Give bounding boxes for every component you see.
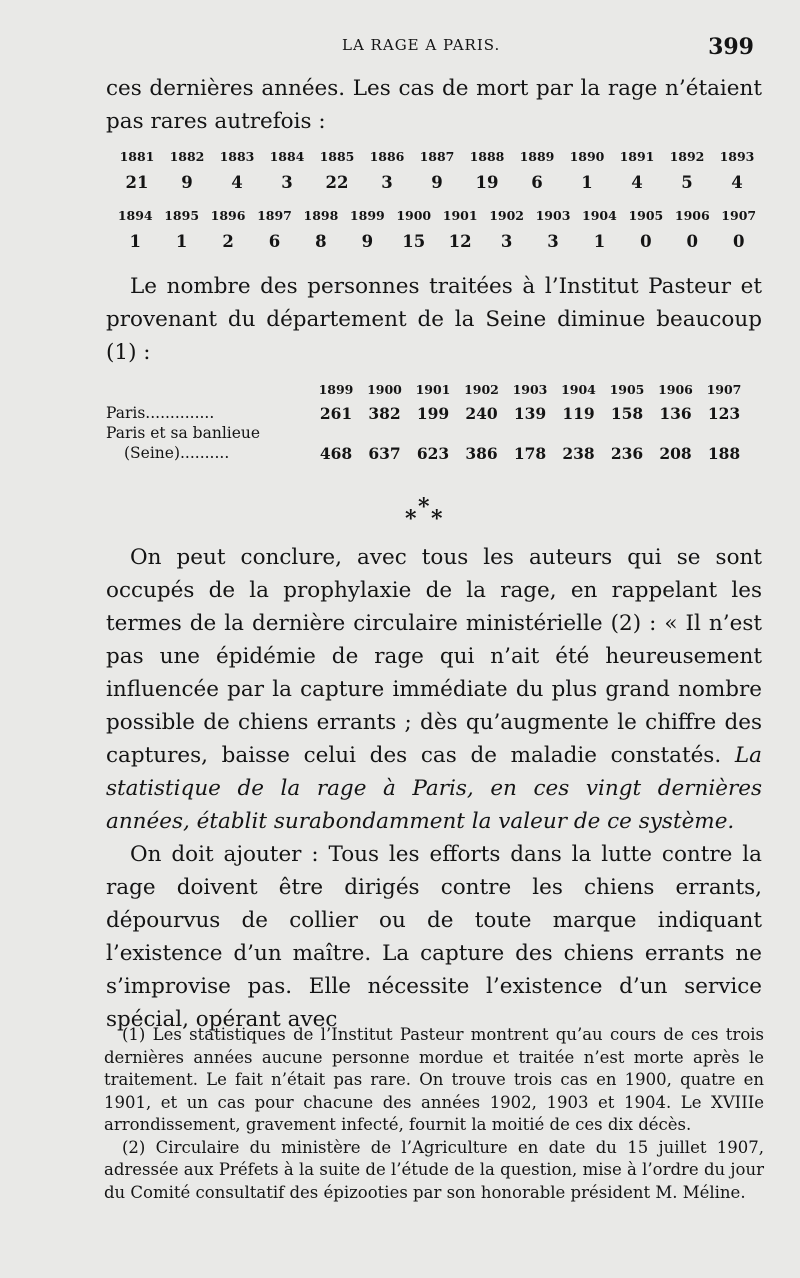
count-cell: 21 [125, 173, 149, 192]
treated-value-cell: 136 [659, 404, 692, 423]
deaths-table-2-years [112, 208, 762, 226]
treated-year-header: 1901 [415, 382, 451, 397]
treated-year-header: 1899 [318, 382, 354, 397]
footnote-1: (1) Les statistiques de l’Institut Pasteur montrent qu’au cours de ces trois dernières années aucune personne mordue et traitée n’est morte après le traitement. Le fait n’était pas rare. On trouve trois cas en 1900, quatre en 1901, et un cas pour chacune des années 1902, 1903 et 1904. Le XVIIIe arrondissement, gravement infecté, fournit la moitié de ces dix décès. [104, 1025, 764, 1134]
year-cell: 1901 [442, 208, 478, 223]
year-cell: 1888 [469, 149, 505, 164]
treated-value-cell: 386 [465, 444, 498, 463]
row-label-paris: Paris.............. [106, 404, 215, 422]
count-cell: 4 [631, 173, 643, 192]
treated-year-header: 1902 [464, 382, 499, 397]
year-cell: 1904 [582, 208, 617, 223]
count-cell: 3 [547, 232, 559, 251]
year-cell: 1885 [319, 149, 355, 164]
treated-value-cell: 119 [562, 404, 595, 423]
running-title: LA RAGE A PARIS. [342, 36, 501, 54]
year-cell: 1896 [210, 208, 246, 223]
treated-persons-table [106, 380, 766, 470]
conclusion-italic-text: La statistique de la rage à Paris, en ces vingt dernières années, établit surabondamment la valeur de ce système. [106, 743, 762, 834]
treated-value-cell: 637 [368, 444, 401, 463]
count-cell: 2 [222, 232, 234, 251]
treated-year-header: 1900 [367, 382, 402, 397]
deaths-table-2-counts [112, 232, 762, 251]
year-cell: 1897 [257, 208, 292, 223]
year-cell: 1900 [396, 208, 432, 223]
year-cell: 1886 [369, 149, 405, 164]
count-cell: 1 [581, 173, 593, 192]
treated-value-cell: 382 [368, 404, 401, 423]
row-label-seine: (Seine).......... [124, 444, 230, 462]
year-cell: 1899 [349, 208, 385, 223]
treated-year-header: 1904 [561, 382, 596, 397]
count-cell: 0 [732, 232, 745, 251]
year-cell: 1881 [119, 149, 155, 164]
intro-paragraph: ces dernières années. Les cas de mort par la rage n’étaient pas rares autrefois : [106, 76, 762, 134]
year-cell: 1882 [169, 149, 205, 164]
treated-value-cell: 240 [465, 404, 498, 423]
treated-value-cell: 139 [513, 404, 547, 423]
deaths-table-1894-1907 [112, 208, 762, 251]
year-cell: 1894 [117, 208, 153, 223]
count-cell: 15 [402, 232, 426, 251]
treated-year-header: 1903 [512, 382, 548, 397]
asterism-star-top: * [418, 494, 430, 520]
deaths-table-1-years [112, 149, 762, 167]
treated-value-cell: 623 [416, 444, 450, 463]
treated-value-cell: 188 [707, 444, 741, 463]
year-cell: 1883 [219, 149, 255, 164]
treated-year-header: 1905 [609, 382, 645, 397]
count-cell: 5 [681, 173, 693, 192]
treated-value-cell: 199 [416, 404, 450, 423]
treated-value-cell: 236 [610, 444, 644, 463]
deaths-table-1881-1893 [112, 149, 762, 192]
row-label-paris-banlieue: Paris et sa banlieue [106, 424, 261, 442]
count-cell: 1 [175, 232, 188, 251]
year-cell: 1903 [535, 208, 571, 223]
count-cell: 0 [640, 232, 652, 251]
count-cell: 22 [325, 173, 349, 192]
treated-year-header: 1906 [658, 382, 693, 397]
count-cell: 6 [531, 173, 543, 192]
count-cell: 19 [475, 173, 499, 192]
footnote-2: (2) Circulaire du ministère de l’Agriculture en date du 15 juillet 1907, adressée aux Préfets à la suite de l’étude de la question, mise à l’ordre du jour du Comité consultatif des épizooties par son honorable président M. Méline. [104, 1137, 764, 1202]
year-cell: 1891 [619, 149, 655, 164]
treated-value-cell: 178 [513, 444, 547, 463]
count-cell: 1 [593, 232, 606, 251]
count-cell: 9 [431, 173, 443, 192]
year-cell: 1906 [674, 208, 710, 223]
treated-value-cell: 208 [659, 444, 692, 463]
count-cell: 4 [731, 173, 743, 192]
treated-value-cell: 158 [610, 404, 644, 423]
running-head [106, 34, 760, 60]
count-cell: 3 [381, 173, 393, 192]
count-cell: 6 [268, 232, 281, 251]
year-cell: 1907 [721, 208, 757, 223]
treated-value-cell: 261 [319, 404, 353, 423]
treated-value-cell: 238 [562, 444, 595, 463]
year-cell: 1889 [519, 149, 555, 164]
count-cell: 9 [181, 173, 193, 192]
year-cell: 1898 [303, 208, 339, 223]
count-cell: 12 [448, 232, 472, 251]
year-cell: 1893 [719, 149, 755, 164]
count-cell: 8 [315, 232, 327, 251]
treated-value-cell: 468 [319, 444, 353, 463]
deaths-table-1-counts [112, 173, 762, 192]
year-cell: 1890 [569, 149, 605, 164]
year-cell: 1902 [489, 208, 524, 223]
paragraph-treated-persons: Le nombre des personnes traitées à l’Institut Pasteur et provenant du département de la Seine diminue beaucoup (1) : [106, 274, 762, 365]
count-cell: 3 [500, 232, 513, 251]
year-cell: 1905 [628, 208, 664, 223]
count-cell: 9 [361, 232, 374, 251]
section-break-asterism [405, 494, 445, 540]
paragraph-conclusion [106, 541, 762, 838]
page-number: 399 [708, 34, 754, 60]
year-cell: 1887 [419, 149, 455, 164]
paragraph-stray-dogs: On doit ajouter : Tous les efforts dans la lutte contre la rage doivent être dirigés contre les chiens errants, dépourvus de collier ou de toute marque indiquant l’existence d’un maître. La capture des chiens errants ne s’improvise pas. Elle nécessite l’existence d’un service spécial, opérant avec [106, 842, 762, 1032]
count-cell: 0 [686, 232, 699, 251]
year-cell: 1892 [669, 149, 705, 164]
count-cell: 3 [281, 173, 293, 192]
year-cell: 1895 [164, 208, 200, 223]
year-cell: 1884 [269, 149, 305, 164]
footnotes [104, 1024, 764, 1204]
conclusion-text: On peut conclure, avec tous les auteurs qui se sont occupés de la prophylaxie de la rage, en rappelant les termes de la dernière circulaire ministérielle (2) : « Il n’est pas une épidémie de rage qui n’ait été heureusement influencée par la capture immédiate du plus grand nombre possible de chiens errants ; dès qu’augmente le chiffre des captures, baisse celui des cas de maladie constatés. [106, 545, 762, 768]
count-cell: 1 [129, 232, 141, 251]
treated-year-header: 1907 [706, 382, 742, 397]
asterism-star-left: * [405, 506, 417, 532]
treated-value-cell: 123 [707, 404, 741, 423]
count-cell: 4 [231, 173, 243, 192]
asterism-star-right: * [431, 506, 443, 532]
